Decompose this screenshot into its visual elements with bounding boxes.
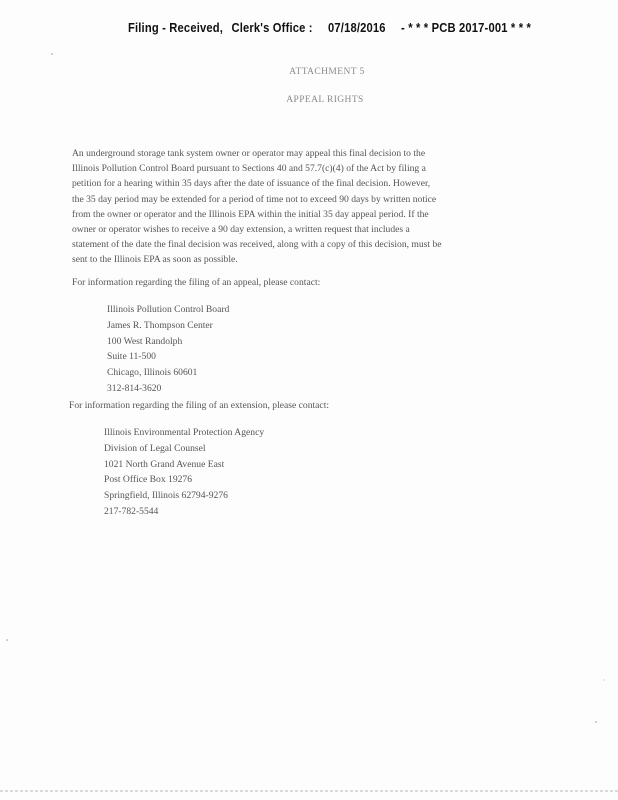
paragraph-line: from the owner or operator and the Illinois EPA within the initial 35 day appeal period. If the	[72, 208, 429, 220]
extension-contact-intro: For information regarding the filing of an extension, please contact:	[69, 400, 330, 411]
address-line: Division of Legal Counsel	[104, 442, 206, 454]
pollution-control-board-address	[107, 302, 229, 397]
address-line: James R. Thompson Center	[107, 319, 213, 331]
section-title: APPEAL RIGHTS	[286, 95, 364, 105]
stamp-date: 07/18/2016	[328, 20, 386, 35]
address-line: Springfield, Illinois 62794-9276	[104, 490, 228, 502]
paragraph-line: the 35 day period may be extended for a period of time not to exceed 90 days by written notice	[72, 193, 437, 205]
paragraph-line: An underground storage tank system owner or operator may appeal this final decision to the	[72, 148, 426, 159]
stamp-office-text: Clerk's Office :	[231, 20, 313, 35]
address-line: Illinois Environmental Protection Agency	[104, 427, 265, 438]
paragraph-line: Illinois Pollution Control Board pursuant to Sections 40 and 57.7(c)(4) of the Act by filing a	[72, 163, 426, 175]
paragraph-line: statement of the date the final decision was received, along with a copy of this decision, must be	[72, 239, 442, 251]
phone-number: 312-814-3620	[107, 382, 162, 394]
address-line: Post Office Box 19276	[104, 474, 193, 486]
attachment-title: ATTACHMENT 5	[289, 67, 365, 77]
appeal-rights-paragraph	[72, 146, 542, 268]
address-line: Suite 11-500	[107, 351, 156, 363]
scan-bottom-edge	[0, 790, 618, 792]
epa-legal-counsel-address	[104, 425, 264, 520]
paragraph-line: owner or operator wishes to receive a 90 day extension, a written request that includes a	[72, 224, 410, 236]
paragraph-line: sent to the Illinois EPA as soon as possible.	[72, 254, 238, 266]
stamp-filing-text: Filing - Received,	[128, 20, 224, 35]
address-line: 100 West Randolph	[107, 335, 183, 347]
paragraph-line: petition for a hearing within 35 days after the date of issuance of the final decision. However,	[72, 178, 431, 190]
phone-number: 217-782-5544	[104, 505, 159, 517]
stamp-case-number: - * * * PCB 2017-001 * * *	[401, 20, 532, 35]
address-line: Illinois Pollution Control Board	[107, 304, 230, 315]
appeal-contact-intro: For information regarding the filing of an appeal, please contact:	[72, 277, 321, 288]
address-line: Chicago, Illinois 60601	[107, 367, 198, 379]
filing-stamp	[128, 20, 532, 35]
address-line: 1021 North Grand Avenue East	[104, 458, 225, 470]
